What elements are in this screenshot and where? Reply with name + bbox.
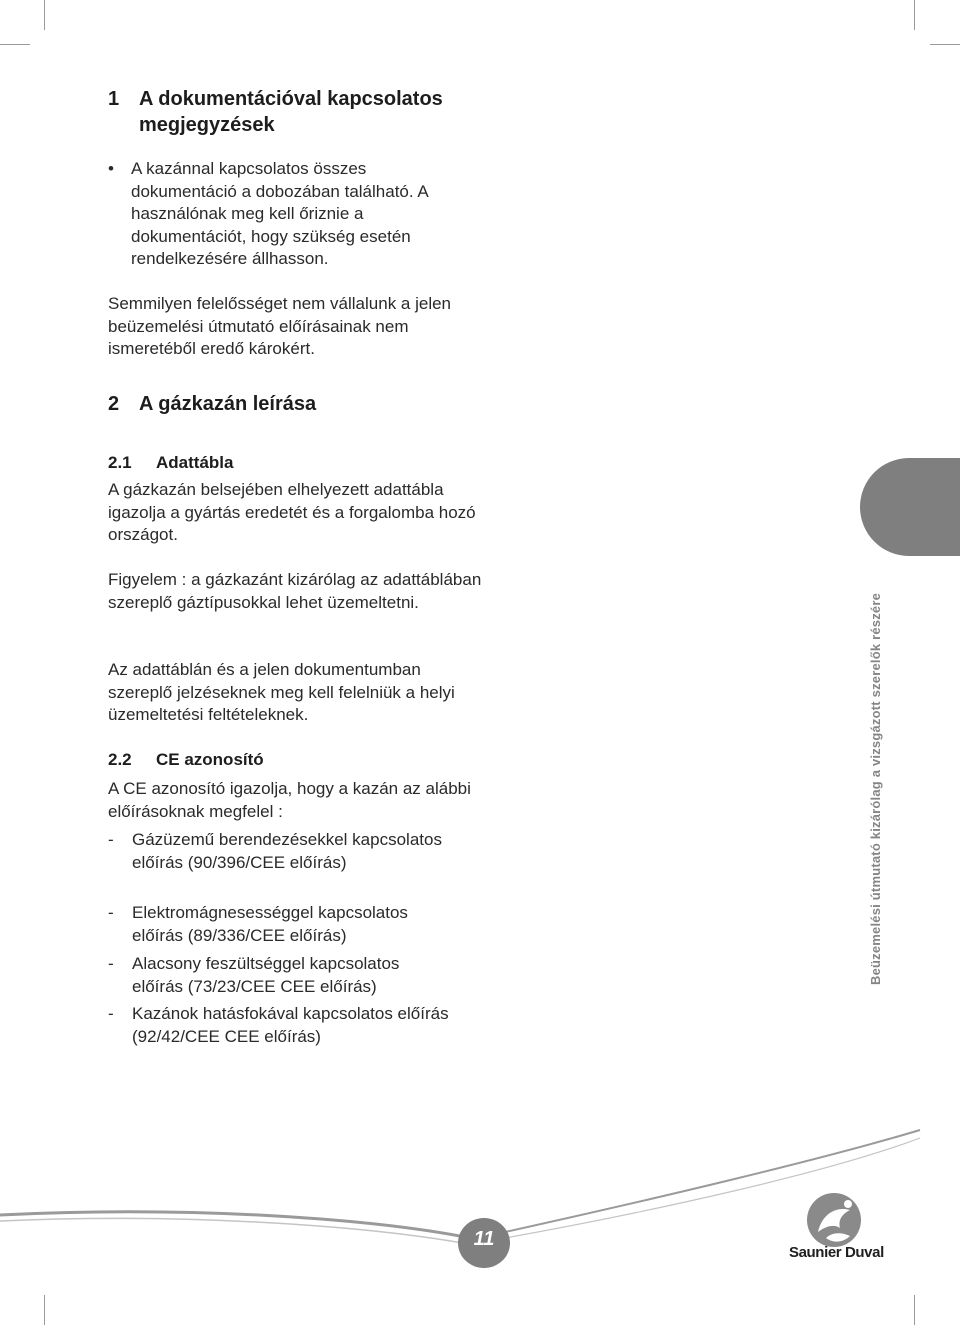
- subsection-2-2-title: CE azonosító: [156, 750, 264, 769]
- brand-name: Saunier Duval: [789, 1244, 884, 1261]
- page-number: 11: [473, 1228, 495, 1250]
- data-plate-paragraph: A gázkazán belsejében elhelyezett adattábla igazolja a gyártás eredetét és a forgalomba hozó országot.: [108, 480, 476, 544]
- section-2-title: A gázkazán leírása: [139, 393, 317, 415]
- ce-intro: A CE azonosító igazolja, hogy a kazán az alábbi előírásoknak megfelel :: [108, 779, 471, 821]
- crop-mark-bottom-right-v: [914, 1295, 915, 1325]
- dash-icon: -: [108, 903, 114, 922]
- dash-icon: -: [108, 830, 114, 849]
- sidebar-vertical-text: Beüzemelési útmutató kizárólag a vizsgázott szerelők részére: [868, 592, 883, 985]
- crop-mark-top-left: [0, 44, 30, 45]
- bullet-icon: •: [108, 159, 114, 178]
- directive-text: Kazánok hatásfokával kapcsolatos előírás (92/42/CEE CEE előírás): [132, 1004, 449, 1046]
- subsection-2-1-number: 2.1: [108, 453, 132, 472]
- gas-type-warning: Figyelem : a gázkazánt kizárólag az adattáblában szereplő gáztípusokkal lehet üzemeltetni.: [108, 570, 482, 612]
- subsection-2-1-title: Adattábla: [156, 453, 234, 472]
- directive-text: Elektromágnesességgel kapcsolatos előírás (89/336/CEE előírás): [132, 903, 408, 945]
- section-1-title: A dokumentációval kapcsolatos megjegyzések: [139, 88, 443, 136]
- section-1-number: 1: [108, 88, 120, 110]
- liability-note: Semmilyen felelősséget nem vállalunk a jelen beüzemelési útmutató előírásainak nem ismeretéből eredő károkért.: [108, 294, 452, 358]
- directive-text: Alacsony feszültséggel kapcsolatos előírás (73/23/CEE CEE előírás): [132, 954, 400, 996]
- saunier-duval-logo-icon: [804, 1188, 864, 1250]
- dash-icon: -: [108, 954, 114, 973]
- subsection-2-2-number: 2.2: [108, 750, 132, 769]
- directive-text: Gázüzemű berendezésekkel kapcsolatos előírás (90/396/CEE előírás): [132, 830, 442, 872]
- bullet-text: A kazánnal kapcsolatos összes dokumentáció a dobozában található. A használónak meg kell őriznie a dokumentációt, hogy szükség esetén rendelkezésére állhasson.: [131, 159, 428, 268]
- crop-mark-top-right-v: [914, 0, 915, 30]
- section-2-number: 2: [108, 393, 120, 415]
- chapter-tab: [860, 458, 960, 556]
- dash-icon: -: [108, 1004, 114, 1023]
- crop-mark-top-left-v: [44, 0, 45, 30]
- crop-mark-top-right: [930, 44, 960, 45]
- local-conditions-paragraph: Az adattáblán és a jelen dokumentumban szereplő jelzéseknek meg kell felelniük a helyi üzemeltetési feltételeknek.: [108, 660, 455, 724]
- crop-mark-bottom-left-v: [44, 1295, 45, 1325]
